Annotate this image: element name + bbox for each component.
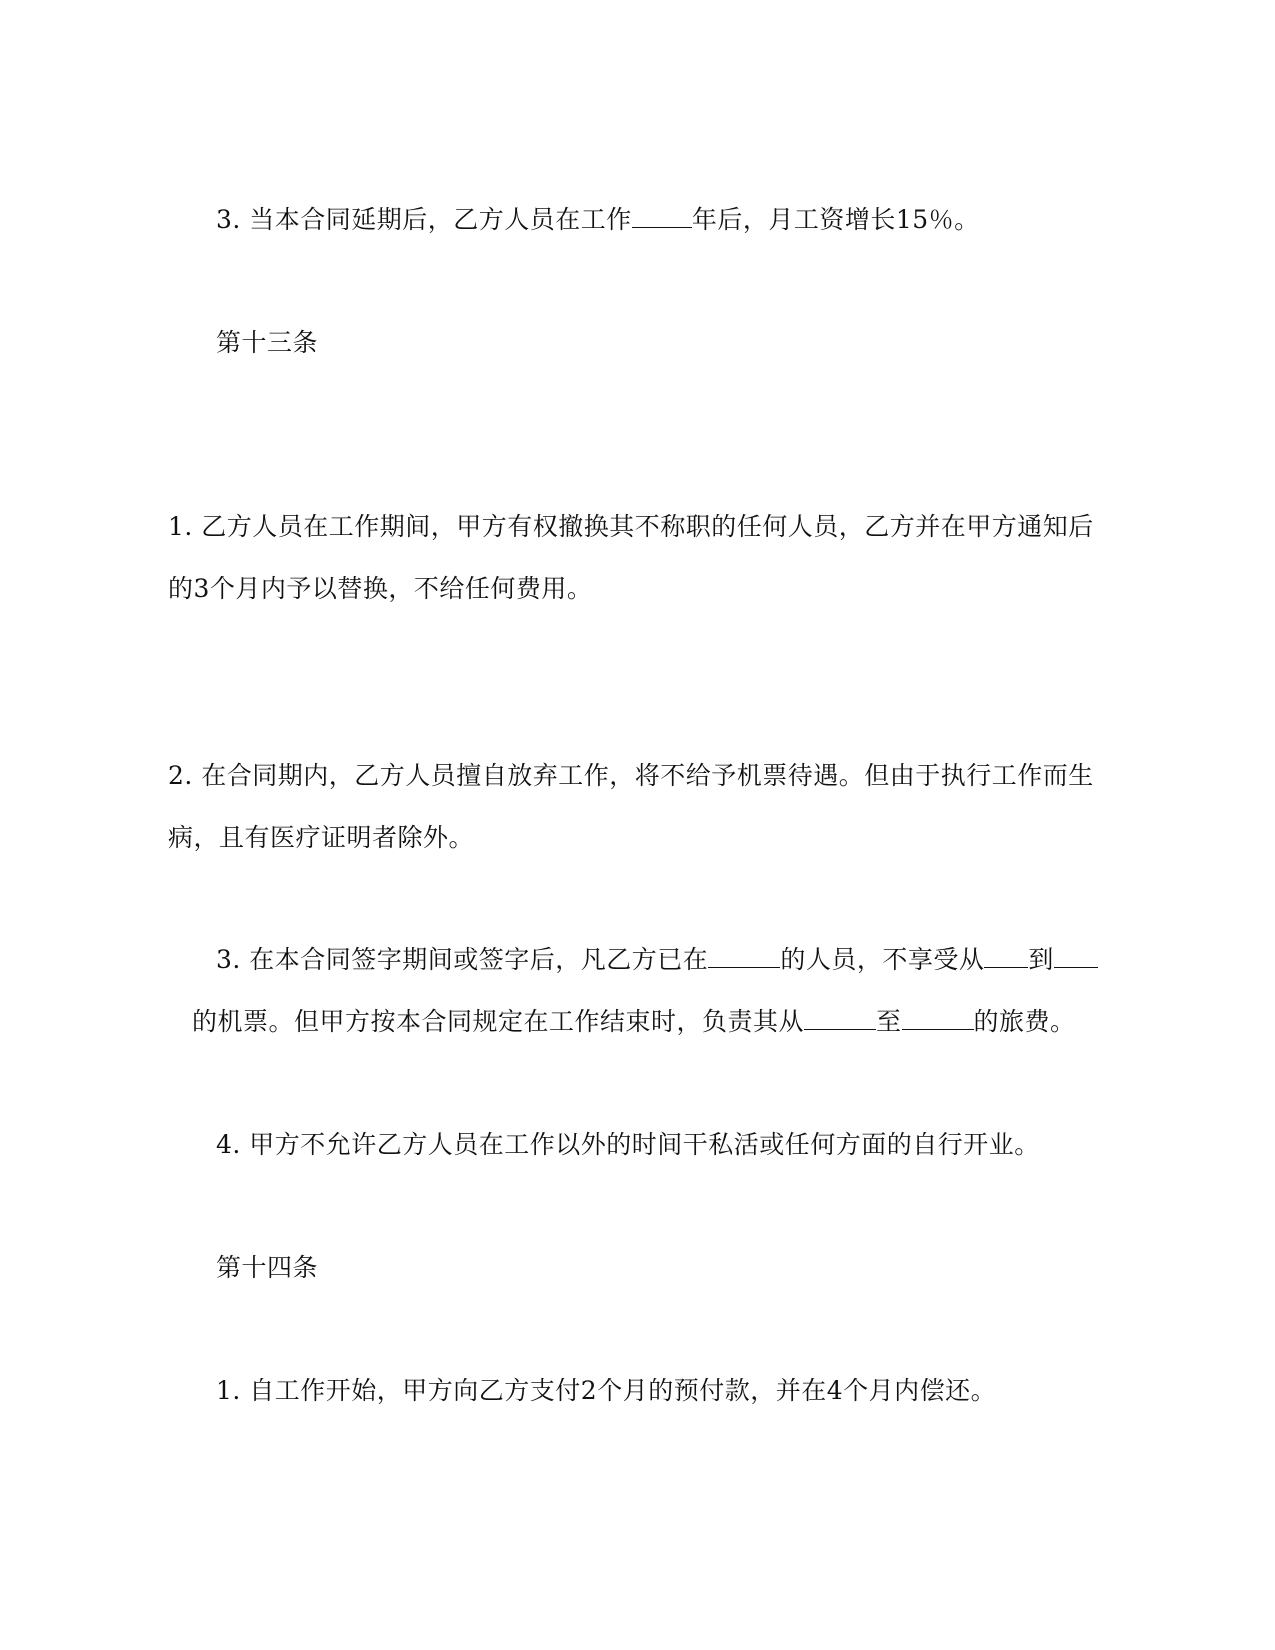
fill-blank-travel-to (902, 1007, 974, 1030)
fill-blank-from (984, 945, 1028, 968)
fill-blank-to (1054, 945, 1098, 968)
clause-13-item-1-line-2: 的3个月内予以替换，不给任何费用。 (168, 574, 593, 603)
clause-14-item-1: 1. 自工作开始，甲方向乙方支付2个月的预付款，并在4个月内偿还。 (216, 1376, 997, 1405)
clause-13-item-3-text-f: 的旅费。 (973, 1007, 1076, 1036)
clause-12-item-3-text-b: 年后，月工资增长15％。 (691, 205, 980, 234)
clause-12-item-3 (216, 204, 980, 236)
clause-13-item-3-line-2 (192, 1006, 1076, 1038)
clause-13-item-3-text-b: 的人员，不享受从 (780, 945, 985, 974)
clause-13-item-4: 4. 甲方不允许乙方人员在工作以外的时间干私活或任何方面的自行开业。 (216, 1130, 1040, 1159)
clause-13-item-3-text-d: 的机票。但甲方按本合同规定在工作结束时，负责其从 (192, 1007, 805, 1036)
clause-13-item-3-line-1 (216, 944, 1098, 976)
clause-13-item-3-text-c: 到 (1028, 945, 1054, 974)
fill-blank-travel-from (804, 1007, 876, 1030)
clause-13-item-3-text-a: 3. 在本合同签字期间或签字后，凡乙方已在 (216, 945, 709, 974)
fill-blank-location (708, 945, 780, 968)
clause-13-item-1-line-1: 1. 乙方人员在工作期间，甲方有权撤换其不称职的任何人员，乙方并在甲方通知后 (168, 512, 1094, 541)
article-13-heading: 第十三条 (216, 328, 319, 357)
clause-13-item-3-text-e: 至 (876, 1007, 902, 1036)
clause-12-item-3-text-a: 3. 当本合同延期后，乙方人员在工作 (216, 205, 632, 234)
article-14-heading: 第十四条 (216, 1253, 319, 1282)
clause-13-item-2-line-1: 2. 在合同期内，乙方人员擅自放弃工作，将不给予机票待遇。但由于执行工作而生 (168, 761, 1094, 790)
fill-blank-years (632, 205, 692, 228)
clause-13-item-2-line-2: 病，且有医疗证明者除外。 (168, 823, 475, 852)
